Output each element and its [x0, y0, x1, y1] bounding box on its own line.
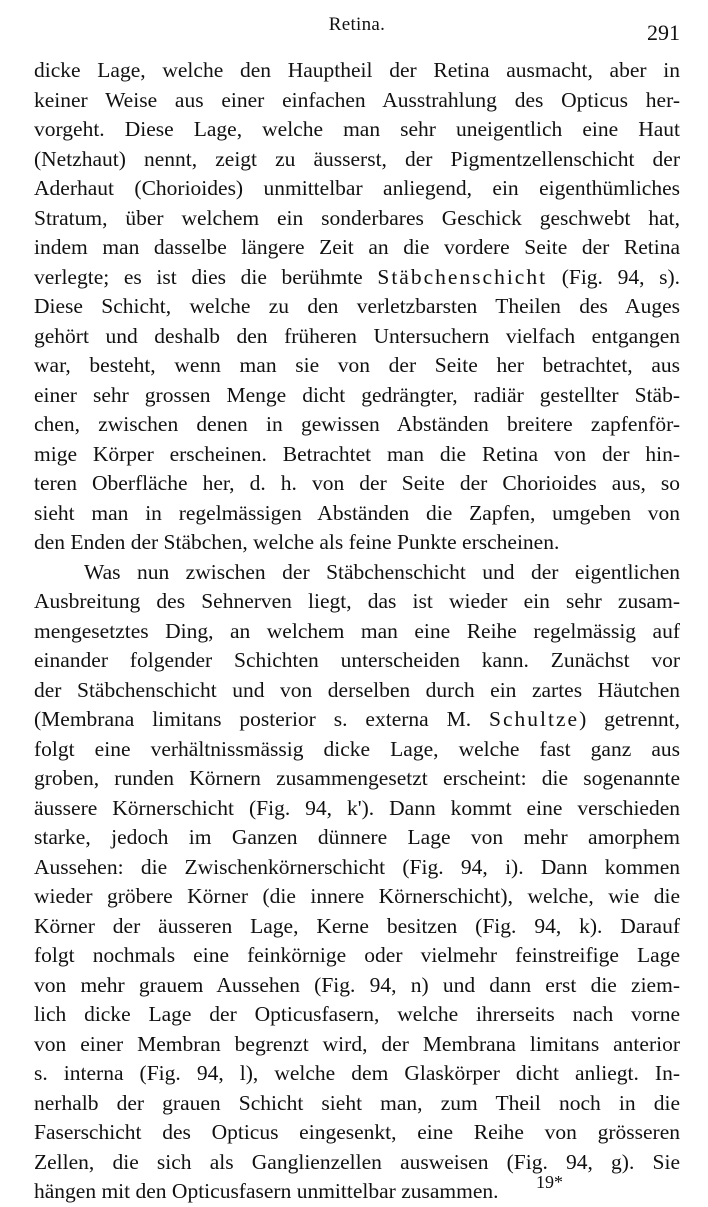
text-line [34, 617, 680, 647]
text-line [34, 499, 680, 529]
text-line [34, 263, 680, 293]
text-line [34, 587, 680, 617]
text-segment: (Fig. 94, s). [547, 264, 680, 289]
text-segment: folgt nochmals eine feinkörnige oder vielmehr feinstreifige Lage [34, 943, 680, 967]
text-line [34, 1000, 680, 1030]
text-line [34, 204, 680, 234]
text-segment: Ausbreitung des Sehnerven liegt, das ist wieder ein sehr zusam- [34, 589, 680, 613]
text-line [34, 764, 680, 794]
text-line [34, 322, 680, 352]
text-line [34, 381, 680, 411]
text-segment: lich dicke Lage der Opticusfasern, welche ihrerseits nach vorne [34, 1002, 680, 1026]
text-segment: verlegte; es ist dies die berühmte [34, 264, 378, 289]
text-line [34, 705, 680, 735]
text-segment: mige Körper erscheinen. Betrachtet man die Retina von der hin- [34, 441, 680, 466]
text-line [34, 853, 680, 883]
running-head [34, 14, 680, 45]
text-segment: Aussehen: die Zwischenkörnerschicht (Fig. 94, i). Dann kommen [34, 854, 680, 879]
text-line [34, 794, 680, 824]
text-segment: äussere Körnerschicht (Fig. 94, k'). Dann kommt eine verschieden [34, 795, 680, 820]
text-line [34, 1089, 680, 1119]
text-segment: keiner Weise aus einer einfachen Ausstrahlung des Opticus her- [34, 87, 680, 112]
text-line [34, 646, 680, 676]
text-segment: Aderhaut (Chorioides) unmittelbar anliegend, ein eigenthümliches [34, 176, 680, 200]
text-line [34, 469, 680, 499]
printer-signature: 19* [536, 1172, 563, 1192]
text-segment: von einer Membran begrenzt wird, der Membrana limitans anterior [34, 1031, 680, 1056]
text-line [34, 86, 680, 116]
paragraph [34, 558, 680, 1207]
text-segment: folgt eine verhältnissmässig dicke Lage, welche fast ganz aus [34, 736, 680, 761]
text-line [34, 528, 680, 558]
text-line [34, 56, 680, 86]
text-segment: Diese Schicht, welche zu den verletzbarsten Theilen des Auges [34, 294, 680, 318]
paragraph [34, 56, 680, 558]
text-line [34, 115, 680, 145]
body-text [34, 56, 680, 1207]
text-segment: dicke Lage, welche den Hauptheil der Retina ausmacht, aber in [34, 58, 680, 82]
text-segment: (Netzhaut) nennt, zeigt zu äusserst, der Pigmentzellenschicht der [34, 146, 680, 171]
text-segment: hängen mit den Opticusfasern unmittelbar zusammen. [34, 1179, 499, 1203]
text-line [34, 941, 680, 971]
text-line [34, 440, 680, 470]
text-line [34, 823, 680, 853]
text-line [34, 410, 680, 440]
text-segment: teren Oberfläche her, d. h. von der Seite der Chorioides aus, so [34, 471, 680, 495]
text-segment: den Enden der Stäbchen, welche als feine Punkte erscheinen. [34, 530, 560, 554]
text-line [34, 174, 680, 204]
page-number: 291 [647, 20, 680, 45]
text-segment: (Membrana limitans posterior s. externa M. [34, 707, 490, 731]
text-segment: war, besteht, wenn man sie von der Seite her betrachtet, aus [34, 353, 680, 377]
text-line [34, 1177, 680, 1207]
text-segment: von mehr grauem Aussehen (Fig. 94, n) und dann erst die ziem- [34, 972, 680, 997]
text-line [34, 676, 680, 706]
running-head-title: Retina. [328, 14, 386, 35]
text-line [34, 1118, 680, 1148]
text-segment: einander folgender Schichten unterscheiden kann. Zunächst vor [34, 648, 680, 672]
text-segment: chen, zwischen denen in gewissen Abständen breitere zapfenför- [34, 412, 680, 436]
text-segment: nerhalb der grauen Schicht sieht man, zum Theil noch in die [34, 1090, 680, 1115]
text-line [34, 1059, 680, 1089]
text-segment: starke, jedoch im Ganzen dünnere Lage von mehr amorphem [34, 825, 680, 849]
text-line [34, 292, 680, 322]
text-line [34, 1148, 680, 1178]
text-line [34, 145, 680, 175]
text-segment: Zellen, die sich als Ganglienzellen ausweisen (Fig. 94, g). Sie [34, 1149, 680, 1174]
text-segment: sieht man in regelmässigen Abständen die Zapfen, umgeben von [34, 500, 680, 525]
text-line [34, 558, 680, 588]
text-segment: Körner der äusseren Lage, Kerne besitzen (Fig. 94, k). Darauf [34, 913, 680, 938]
text-segment: s. interna (Fig. 94, l), welche dem Glaskörper dicht anliegt. In- [34, 1061, 680, 1085]
spaced-emphasis: Stäbchenschicht [377, 264, 548, 289]
text-segment: Was nun zwischen der Stäbchenschicht und der eigentlichen [84, 559, 680, 584]
text-line [34, 882, 680, 912]
text-line [34, 971, 680, 1001]
text-segment: vorgeht. Diese Lage, welche man sehr uneigentlich eine Haut [34, 117, 680, 141]
text-segment: Faserschicht des Opticus eingesenkt, eine Reihe von grösseren [34, 1120, 680, 1144]
text-line [34, 735, 680, 765]
text-segment: der Stäbchenschicht und von derselben durch ein zartes Häutchen [34, 677, 680, 702]
text-line [34, 351, 680, 381]
text-segment: groben, runden Körnern zusammengesetzt erscheint: die sogenannte [34, 766, 680, 790]
spaced-emphasis: Schultze [489, 707, 580, 731]
text-line [34, 233, 680, 263]
text-segment: indem man dasselbe längere Zeit an die vordere Seite der Retina [34, 235, 680, 259]
text-segment: wieder gröbere Körner (die innere Körnerschicht), welche, wie die [34, 884, 680, 908]
text-segment: einer sehr grossen Menge dicht gedrängter, radiär gestellter Stäb- [34, 382, 680, 407]
text-line [34, 1030, 680, 1060]
text-segment: ) getrennt, [579, 707, 680, 731]
text-segment: mengesetztes Ding, an welchem man eine Reihe regelmässig auf [34, 618, 680, 643]
text-segment: Stratum, über welchem ein sonderbares Geschick geschwebt hat, [34, 205, 680, 230]
text-line [34, 912, 680, 942]
text-segment: gehört und deshalb den früheren Untersuchern vielfach entgangen [34, 323, 680, 348]
